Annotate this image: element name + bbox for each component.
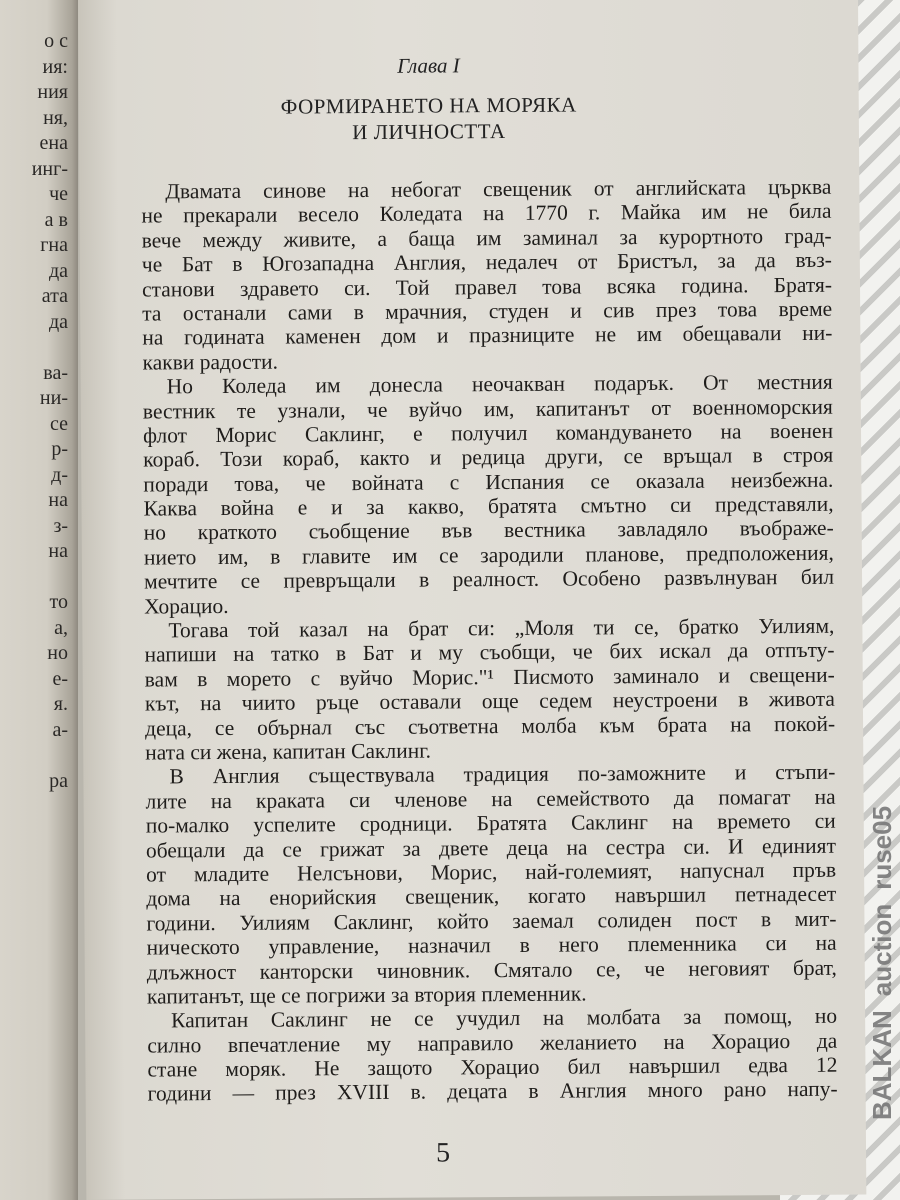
left-page-fragment: се bbox=[50, 412, 68, 435]
chapter-title-line-1: ФОРМИРАНЕТО НА МОРЯКА bbox=[280, 92, 577, 119]
text-line: флот Морис Саклинг, е получил командуването на военен bbox=[142, 418, 834, 448]
text-line: кораб. Този кораб, както и редица други, се връщал в строя bbox=[143, 443, 834, 472]
text-line: но краткото съобщение във вестника завладяло въображе- bbox=[143, 516, 834, 546]
left-page-fragment: то bbox=[49, 591, 68, 613]
left-page-fragment: я. bbox=[53, 693, 68, 715]
left-page-fragment: д- bbox=[51, 463, 68, 486]
text-line: по-малко успелите сродници. Братята Саклинг на времето си bbox=[145, 808, 836, 838]
chapter-title-line-2: И ЛИЧНОСТТА bbox=[352, 119, 506, 145]
text-line: напиши на татко в Бат и му съобщи, че бих искал да отпъту- bbox=[144, 638, 835, 667]
text-line: дома на енорийския свещеник, когато навършил петнадесет bbox=[146, 882, 837, 911]
page-number: 5 bbox=[435, 1137, 451, 1169]
text-line: кът, на чиито ръце оставали още седем неустроени в живота bbox=[144, 686, 835, 716]
text-line: какви радости. bbox=[142, 349, 279, 375]
watermark-text-2: auction bbox=[867, 903, 897, 997]
left-page-fragment: че bbox=[49, 183, 68, 205]
left-page-fragment: ня, bbox=[43, 106, 68, 129]
text-line: Тогава той казал на брат си: „Моля ти се, братко Уилиям, bbox=[168, 613, 835, 643]
left-page-fragment: на bbox=[48, 489, 68, 511]
chapter-label: Глава I bbox=[397, 53, 460, 78]
text-line: Капитан Саклинг не се учудил на молбата за помощ, но bbox=[171, 1004, 838, 1033]
left-page-fragment: ия: bbox=[42, 55, 68, 78]
text-line: години — през XVIII в. децата в Англия много рано напу- bbox=[147, 1077, 838, 1106]
text-line: лите на краката си членове на семейството да помагат на bbox=[145, 784, 836, 814]
left-page-fragment: ни- bbox=[39, 387, 68, 409]
body-text bbox=[141, 175, 837, 1107]
text-line: вестник те узнали, че вуйчо им, капитанът от военноморския bbox=[142, 394, 833, 424]
text-line: нието им, в главите им се зародили планове, предположения, bbox=[143, 540, 834, 570]
text-line: мечтите се превръщали в реалност. Особено развълнуван бил bbox=[143, 564, 835, 594]
left-page-fragment: р- bbox=[51, 438, 68, 460]
text-line: че Бат в Югозападна Англия, недалеч от Бристъл, за да въз- bbox=[141, 247, 832, 277]
text-line: Двамата синове на небогат свещеник от английската църква bbox=[165, 174, 832, 204]
text-line: вече между живите, а баща им заминал за курортното град- bbox=[141, 223, 832, 253]
watermark-text-1: BALKAN bbox=[867, 1010, 897, 1120]
text-line: поради това, че войната с Испания се оказала неизбежна. bbox=[143, 467, 834, 497]
left-page-fragment: з- bbox=[53, 514, 68, 537]
left-page-fragment: да bbox=[48, 259, 68, 282]
text-line: станови здравето си. Той правел това всяка година. Братя- bbox=[141, 272, 833, 302]
left-page-fragment: ата bbox=[41, 285, 68, 307]
watermark-text-3: ruse05 bbox=[867, 805, 897, 890]
text-line: деца, се обърнал със съответна молба към брата на покой- bbox=[145, 711, 836, 741]
text-line: от младите Нелсънови, Морис, най-големият, напуснал пръв bbox=[146, 857, 837, 887]
text-line: длъжност канторски чиновник. Смятало се, че неговият брат, bbox=[146, 955, 837, 985]
text-line: Хорацио. bbox=[144, 593, 229, 619]
text-line: силно впечатление му направило желанието на Хорацио да bbox=[147, 1028, 838, 1058]
left-page-fragment: а в bbox=[44, 208, 68, 231]
left-page-fragment: ния bbox=[37, 81, 68, 103]
text-line: на годината каменен дом и празниците не им обещавали ни- bbox=[142, 321, 833, 350]
watermark-logo bbox=[866, 420, 898, 1120]
left-page-fragment: ра bbox=[49, 769, 68, 792]
left-page-fragment: а- bbox=[52, 718, 68, 741]
left-page-fragment: но bbox=[47, 642, 68, 664]
left-page-fragment: е- bbox=[52, 667, 68, 690]
book-page bbox=[78, 0, 866, 1200]
text-line: та останали сами в мрачния, студен и сив през това време bbox=[142, 296, 833, 326]
text-line: години. Уилиям Саклинг, който заемал солиден пост в мит- bbox=[146, 906, 837, 936]
left-page-fragment: ена bbox=[39, 132, 68, 154]
text-line: капитанът, ще се погрижи за втория племенник. bbox=[146, 981, 587, 1009]
text-line: ната си жена, капитан Саклинг. bbox=[145, 738, 432, 765]
left-page-fragment: а, bbox=[54, 616, 68, 639]
text-line: Каква война е и за какво, братята смътно си представяли, bbox=[143, 491, 834, 521]
text-line: обещали да се грижат за двете деца на сестра си. И единият bbox=[145, 833, 837, 863]
text-line: стане моряк. Не защото Хорацио бил навършил едва 12 bbox=[147, 1052, 838, 1082]
text-line: ническото управление, назначил в него племенника си на bbox=[146, 930, 837, 960]
text-line: В Англия съществувала традиция по-заможните и стъпи- bbox=[169, 760, 836, 789]
left-page-fragment: гна bbox=[40, 234, 68, 256]
left-page-fragment: инг- bbox=[31, 157, 68, 180]
left-page-fragment: о с bbox=[44, 30, 68, 52]
left-page-fragment: ва- bbox=[43, 361, 68, 384]
left-page-fragment: на bbox=[48, 540, 68, 562]
text-line: не прекарали весело Коледата на 1770 г. Майка им не била bbox=[141, 199, 832, 228]
left-page-edge bbox=[0, 0, 78, 1200]
left-page-fragment: да bbox=[48, 310, 68, 333]
text-line: вам в морето с вуйчо Морис."¹ Писмото заминало и свещени- bbox=[144, 662, 835, 692]
text-line: Но Коледа им донесла неочакван подарък. От местния bbox=[166, 369, 833, 399]
